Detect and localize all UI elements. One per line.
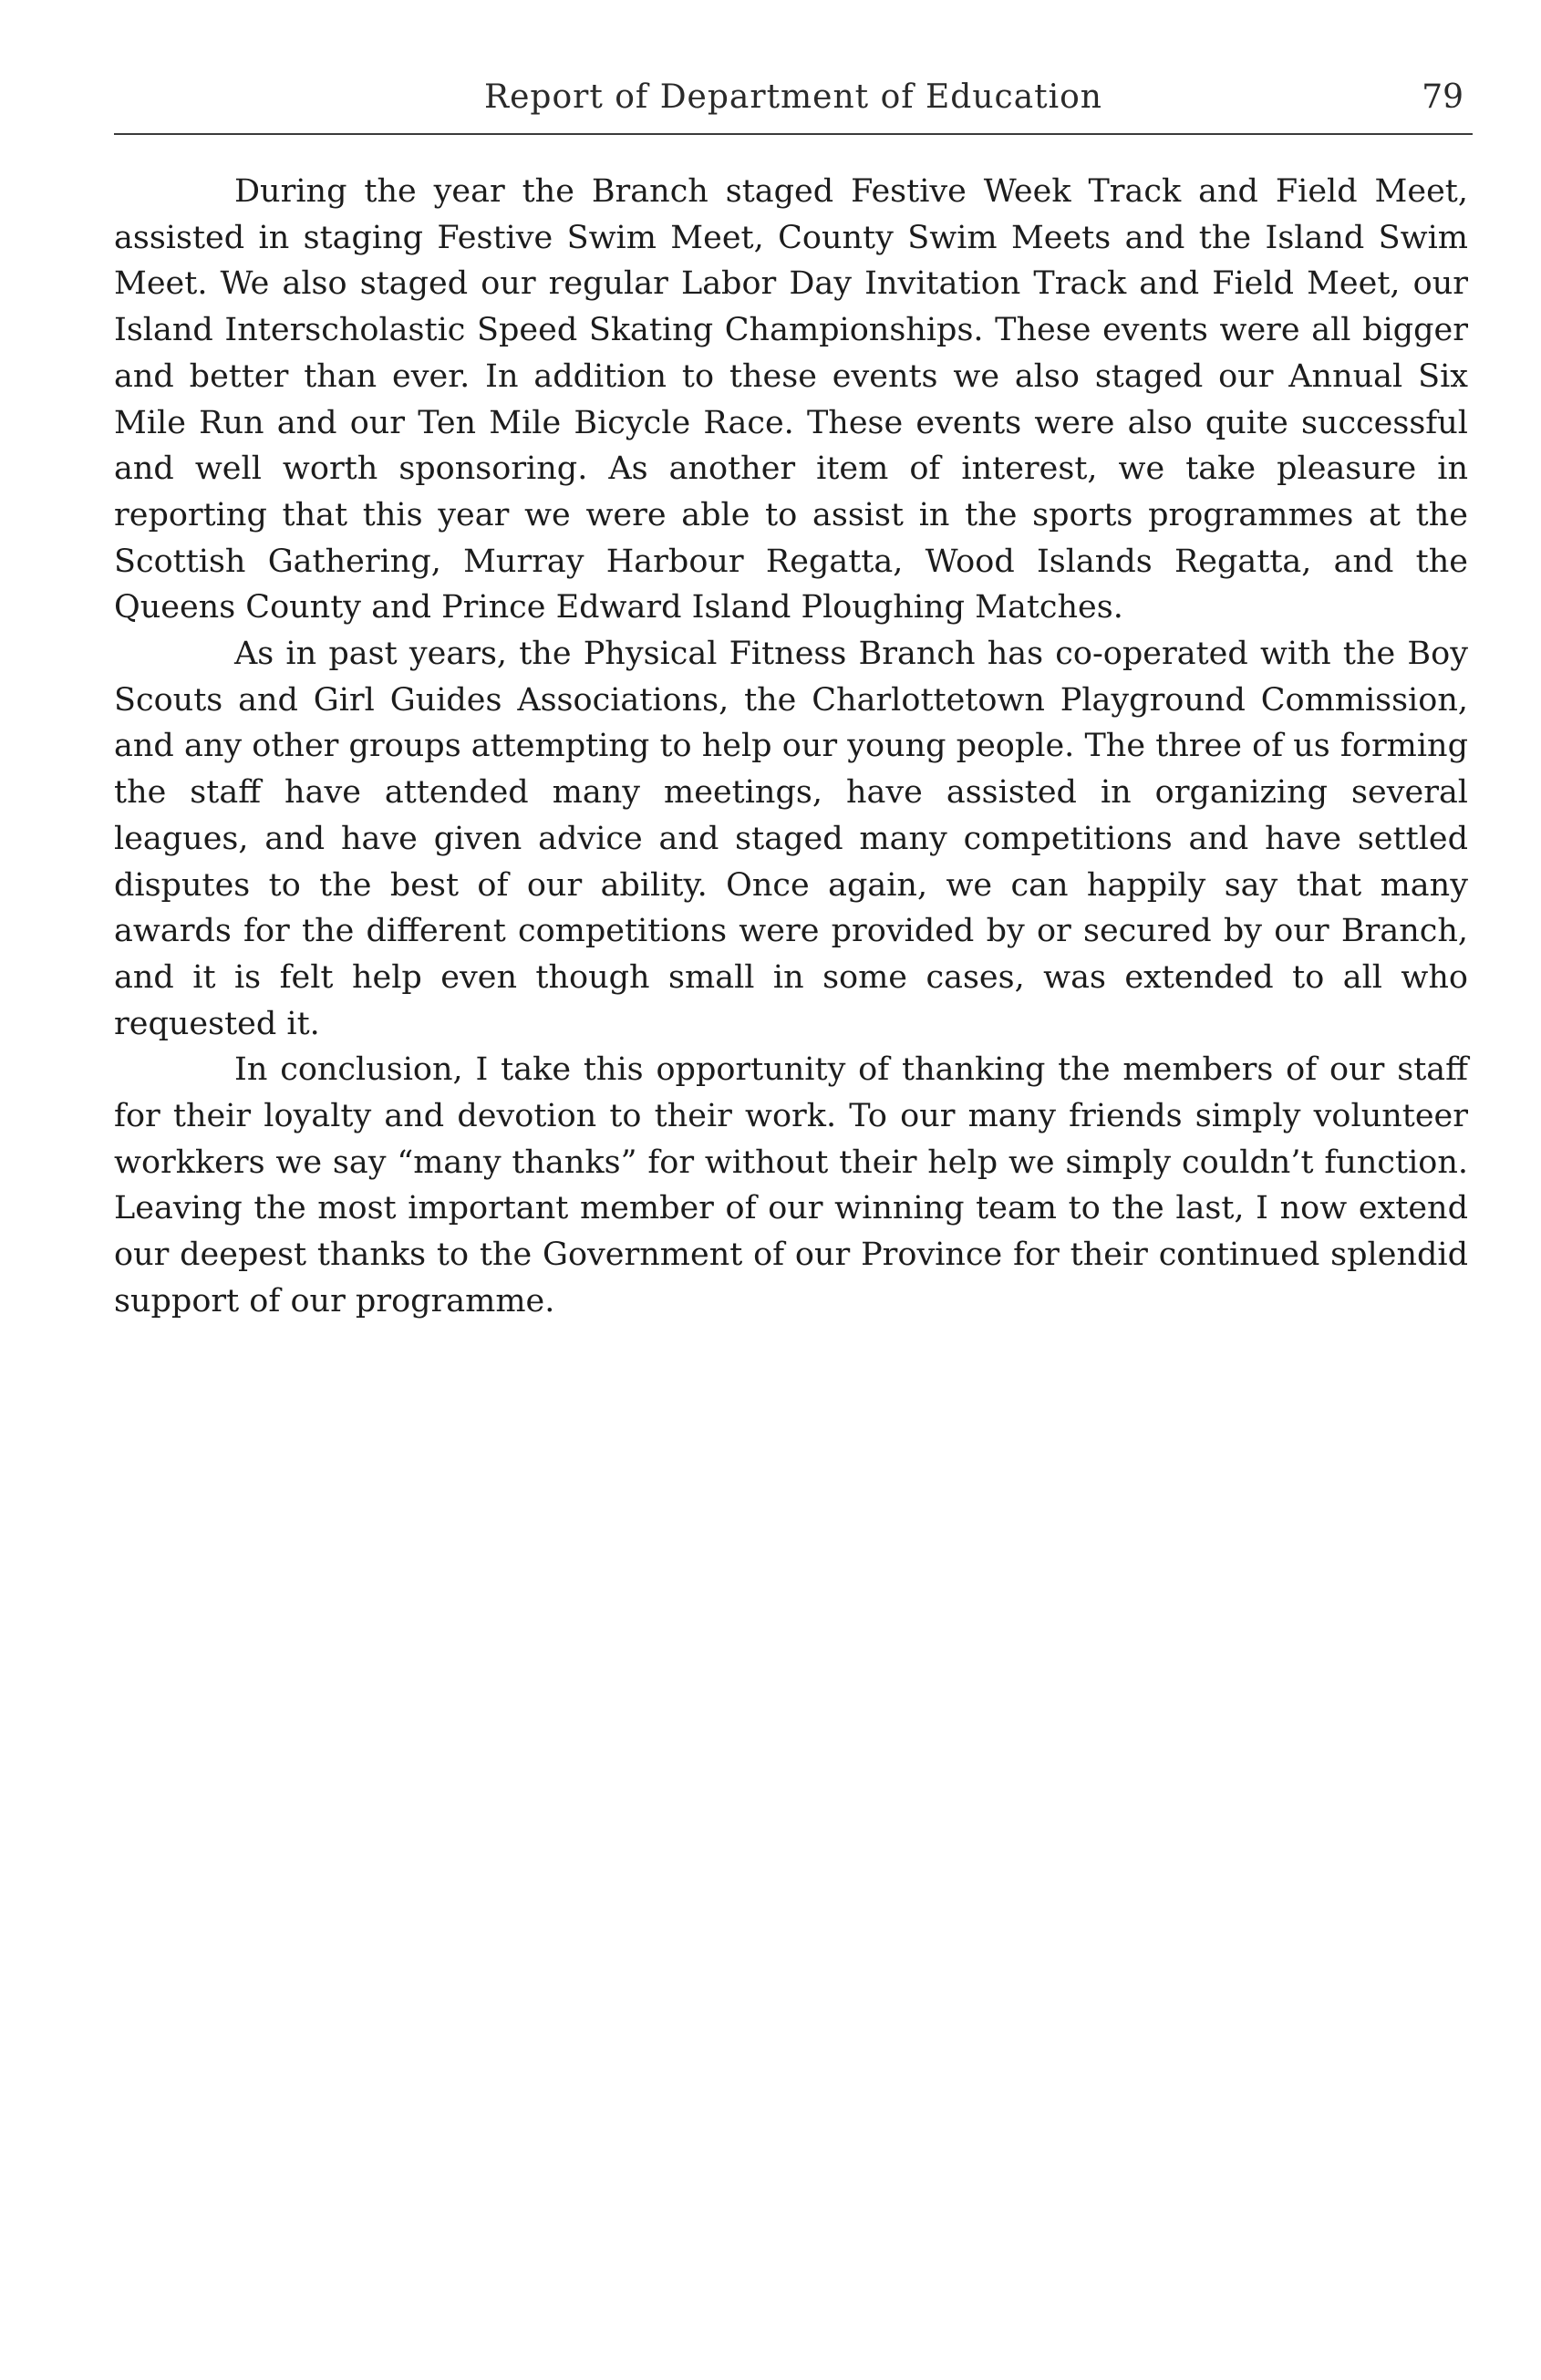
paragraph-cooperation: As in past years, the Physical Fitness Branch has co-operated with the Boy Scouts and Girl Guides Associations, the Charlottetown Playground Commission, and any other groups attempting to help our young people. The three of us forming the staff have attended many meetings, have assisted in organizing several leagues, and have given advice and staged many competitions and have settled disputes to the best of our ability. Once again, we can happily say that many awards for the different competitions were provided by or secured by our Branch, and it is felt help even though small in some cases, was extended to all who requested it. bbox=[114, 636, 1468, 1042]
page-header bbox=[114, 71, 1473, 135]
running-title: Report of Department of Education bbox=[484, 78, 1102, 116]
body-text bbox=[114, 169, 1468, 1325]
paragraph-conclusion: In conclusion, I take this opportunity of thanking the members of our staff for their loyalty and devotion to their work. To our many friends simply volunteer workkers we say “many thanks” for without their help we simply couldn’t function. Leaving the most important member of our winning team to the last, I now extend our deepest thanks to the Government of our Province for their continued splendid support of our programme. bbox=[114, 1051, 1468, 1319]
page-number: 79 bbox=[1422, 78, 1463, 116]
header-rule bbox=[114, 133, 1473, 135]
paragraph-events: During the year the Branch staged Festive Week Track and Field Meet, assisted in staging Festive Swim Meet, County Swim Meets and the Island Swim Meet. We also staged our regular Labor Day Invitation Track and Field Meet, our Island Interscholastic Speed Skating Championships. These events were all bigger and better than ever. In addition to these events we also staged our Annual Six Mile Run and our Ten Mile Bicycle Race. These events were also quite successful and well worth sponsoring. As another item of interest, we take pleasure in reporting that this year we were able to assist in the sports programmes at the Scottish Gathering, Murray Harbour Regatta, Wood Islands Regatta, and the Queens County and Prince Edward Island Ploughing Matches. bbox=[114, 173, 1468, 626]
